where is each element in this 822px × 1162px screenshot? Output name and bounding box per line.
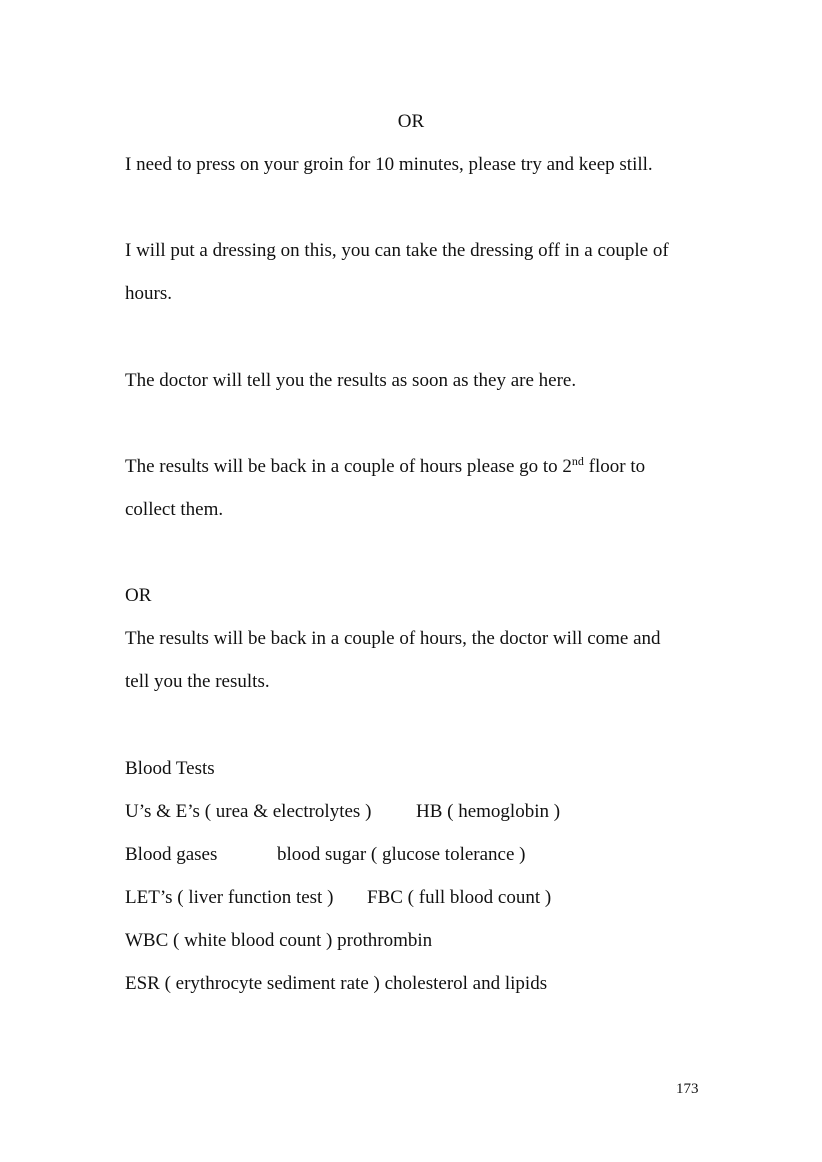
results-option-a-line-2: collect them. bbox=[125, 499, 224, 520]
blood-test-left: ESR ( erythrocyte sediment rate ) cholesterol and lipids bbox=[125, 973, 548, 994]
results-option-a-text-end: floor to bbox=[583, 456, 646, 477]
blood-test-row bbox=[125, 972, 547, 996]
blood-test-right: blood sugar ( glucose tolerance ) bbox=[277, 844, 526, 865]
dressing-instruction-line-1: I will put a dressing on this, you can take the dressing off in a couple of bbox=[125, 240, 669, 261]
blood-test-left: U’s & E’s ( urea & electrolytes ) bbox=[125, 801, 372, 822]
blood-test-left: WBC ( white blood count ) prothrombin bbox=[125, 930, 433, 951]
blood-test-left: LET’s ( liver function test ) bbox=[125, 887, 334, 908]
or-left: OR bbox=[125, 585, 152, 606]
blood-test-row bbox=[125, 843, 526, 867]
blood-test-row bbox=[125, 886, 552, 910]
blood-test-right: FBC ( full blood count ) bbox=[367, 887, 552, 908]
blood-test-row bbox=[125, 929, 432, 953]
results-option-b-line-1: The results will be back in a couple of hours, the doctor will come and bbox=[125, 628, 661, 649]
results-option-b-line-2: tell you the results. bbox=[125, 671, 270, 692]
ordinal-suffix: nd bbox=[571, 454, 584, 468]
press-instruction: I need to press on your groin for 10 minutes, please try and keep still. bbox=[125, 154, 653, 175]
results-option-a-text: The results will be back in a couple of hours please go to 2 bbox=[125, 456, 572, 477]
page-number: 173 bbox=[676, 1081, 699, 1097]
or-centered: OR bbox=[397, 111, 425, 132]
dressing-instruction-line-2: hours. bbox=[125, 283, 172, 304]
blood-test-left: Blood gases bbox=[125, 844, 218, 865]
blood-tests-heading: Blood Tests bbox=[125, 758, 215, 779]
blood-test-right: HB ( hemoglobin ) bbox=[416, 801, 561, 822]
results-option-a-line-1 bbox=[125, 455, 645, 479]
doctor-results-sentence: The doctor will tell you the results as soon as they are here. bbox=[125, 370, 577, 391]
blood-test-row bbox=[125, 800, 561, 824]
